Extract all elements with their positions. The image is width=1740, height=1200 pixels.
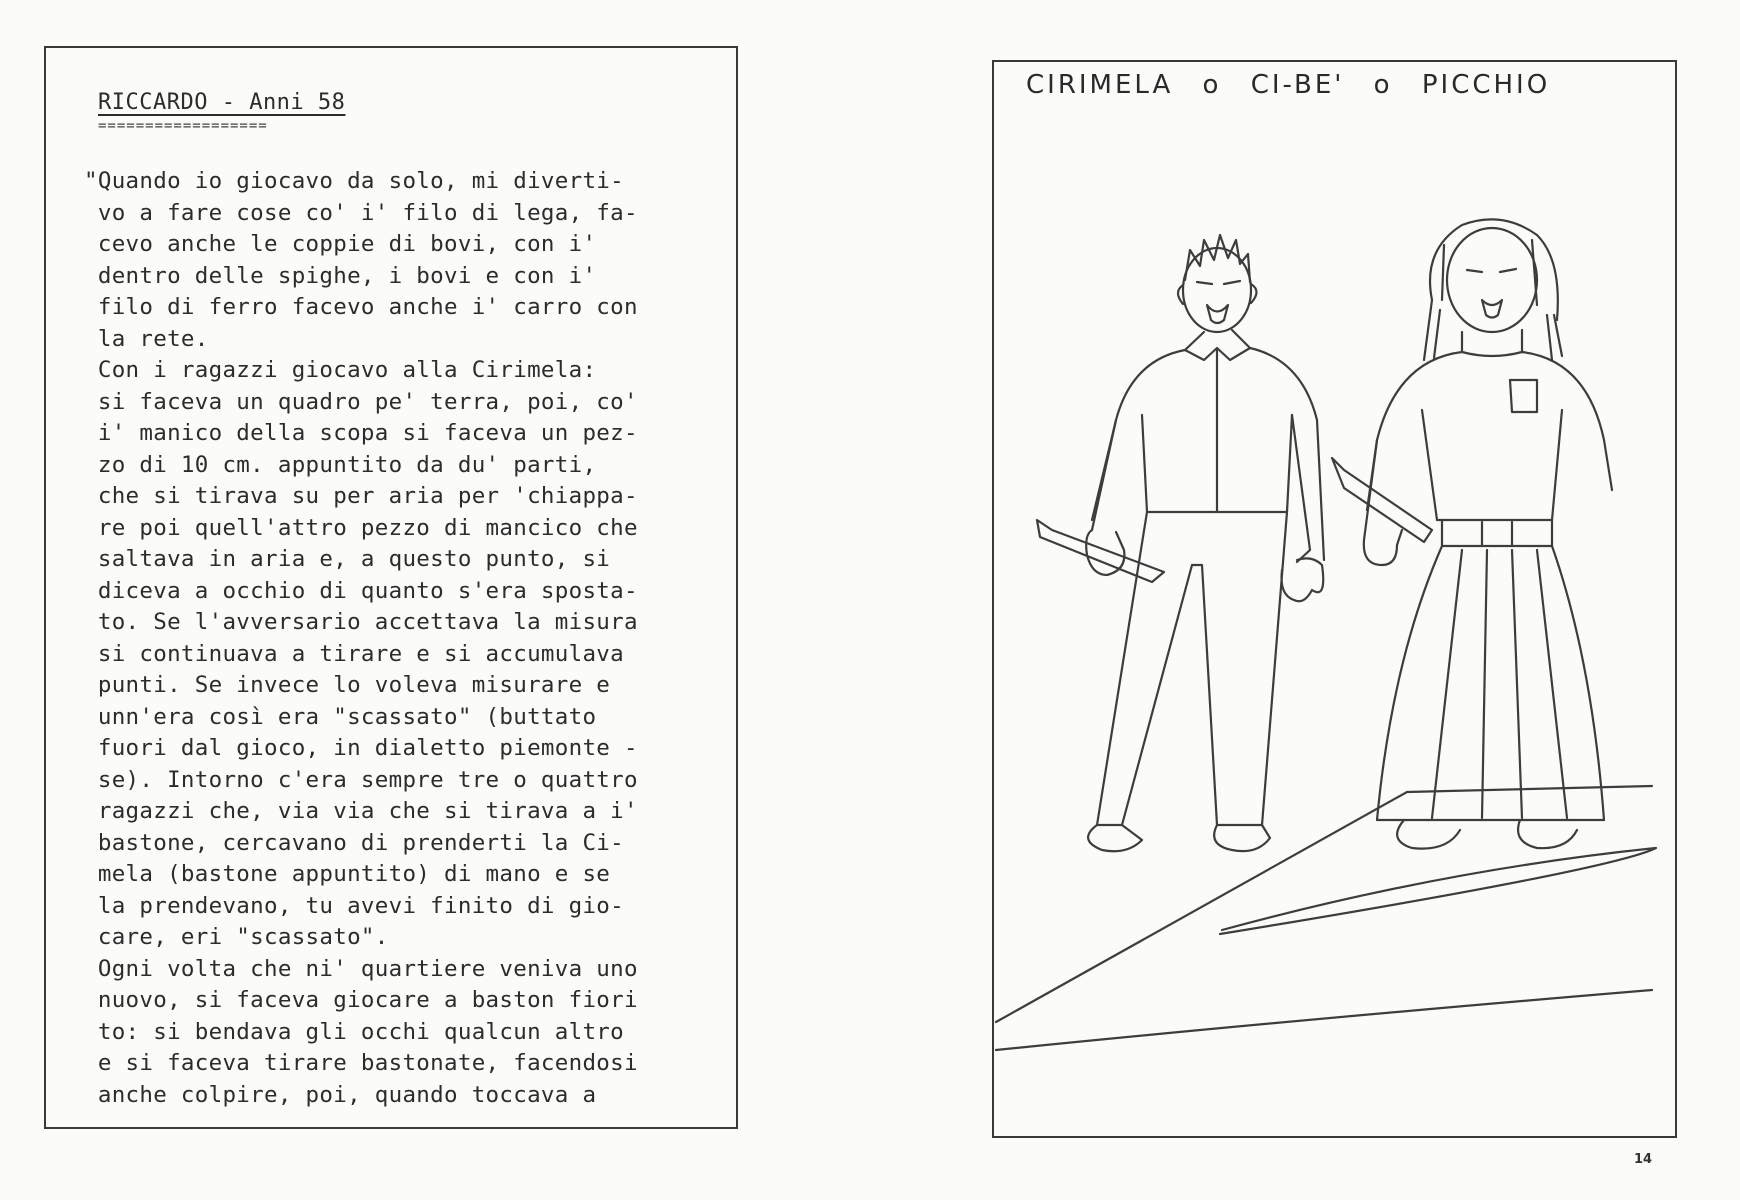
boy-eyes bbox=[1197, 281, 1240, 284]
text-line: vo a fare cose co' i' filo di lega, fa- bbox=[84, 199, 638, 226]
boy-arm-left bbox=[1092, 420, 1116, 530]
girl-belt bbox=[1442, 520, 1552, 546]
text-line: care, eri "scassato". bbox=[84, 924, 389, 950]
text-line: punti. Se invece lo voleva misurare e bbox=[84, 672, 611, 698]
text-line: anche colpire, poi, quando toccava a bbox=[84, 1081, 597, 1108]
text-line: Ogni volta che ni' quartiere veniva uno bbox=[84, 955, 638, 982]
text-line: che si tirava su per aria per 'chiappa- bbox=[84, 483, 638, 509]
text-line: cevo anche le coppie di bovi, con i' bbox=[84, 231, 597, 257]
boy-hand-right bbox=[1282, 558, 1324, 601]
text-line: se). Intorno c'era sempre tre o quattro bbox=[84, 766, 638, 793]
girl-stick bbox=[1332, 458, 1432, 542]
boy-head bbox=[1183, 248, 1251, 332]
text-line: la rete. bbox=[84, 325, 209, 352]
page-number: 14 bbox=[1634, 1152, 1653, 1167]
boy-mouth bbox=[1207, 305, 1228, 323]
text-line: fuori dal gioco, in dialetto piemonte - bbox=[84, 735, 638, 761]
girl-collar bbox=[1462, 330, 1522, 356]
girl-arm-left bbox=[1364, 440, 1402, 565]
page-heading: RICCARDO - Anni 58 bbox=[98, 90, 346, 115]
heading-double-underline: ================== bbox=[98, 118, 268, 134]
girl-skirt-pleats bbox=[1432, 550, 1567, 818]
girl-torso bbox=[1422, 410, 1562, 520]
text-line: Con i ragazzi giocavo alla Cirimela: bbox=[84, 357, 597, 383]
text-line: saltava in aria e, a questo punto, si bbox=[84, 546, 611, 572]
text-line: ragazzi che, via via che si tirava a i' bbox=[84, 798, 638, 824]
text-line: la prendevano, tu avevi finito di gio- bbox=[84, 892, 624, 919]
girl-hair bbox=[1424, 219, 1562, 360]
boy-torso bbox=[1142, 350, 1292, 512]
children-drawing bbox=[992, 60, 1677, 1138]
text-line: re poi quell'attro pezzo di mancico che bbox=[84, 514, 638, 541]
story-text bbox=[84, 166, 732, 1111]
girl-skirt bbox=[1377, 546, 1604, 820]
text-line: "Quando io giocavo da solo, mi diverti- bbox=[84, 168, 624, 194]
girl-sweater bbox=[1367, 352, 1612, 510]
boy-figure bbox=[1037, 235, 1324, 851]
boy-legs bbox=[1097, 512, 1287, 825]
text-line: nuovo, si faceva giocare a baston fiori bbox=[84, 987, 638, 1013]
text-line: dentro delle spighe, i bovi e con i' bbox=[84, 262, 597, 289]
text-line: i' manico della scopa si faceva un pez- bbox=[84, 420, 638, 446]
boy-shoes bbox=[1088, 825, 1270, 851]
text-line: filo di ferro facevo anche i' carro con bbox=[84, 294, 638, 320]
text-line: diceva a occhio di quanto s'era sposta- bbox=[84, 577, 638, 604]
boy-ears bbox=[1178, 284, 1257, 304]
girl-mouth bbox=[1482, 300, 1502, 318]
boy-arm-right bbox=[1292, 415, 1324, 562]
text-line: e si faceva tirare bastonate, facendosi bbox=[84, 1050, 638, 1076]
girl-pocket bbox=[1510, 380, 1537, 412]
drawing-title: CIRIMELA o CI-BE' o PICCHIO bbox=[1026, 70, 1551, 100]
text-line: unn'era così era "scassato" (buttato bbox=[84, 703, 597, 730]
girl-shoes bbox=[1397, 820, 1577, 849]
text-line: mela (bastone appuntito) di mano e se bbox=[84, 861, 611, 887]
text-line: to: si bendava gli occhi qualcun altro bbox=[84, 1018, 624, 1045]
text-line: to. Se l'avversario accettava la misura bbox=[84, 609, 638, 635]
girl-eyes bbox=[1467, 269, 1516, 272]
girl-figure bbox=[1332, 219, 1612, 848]
text-line: zo di 10 cm. appuntito da du' parti, bbox=[84, 451, 597, 478]
text-line: si continuava a tirare e si accumulava bbox=[84, 640, 624, 667]
text-line: bastone, cercavano di prenderti la Ci- bbox=[84, 829, 624, 856]
text-line: si faceva un quadro pe' terra, poi, co' bbox=[84, 388, 638, 415]
